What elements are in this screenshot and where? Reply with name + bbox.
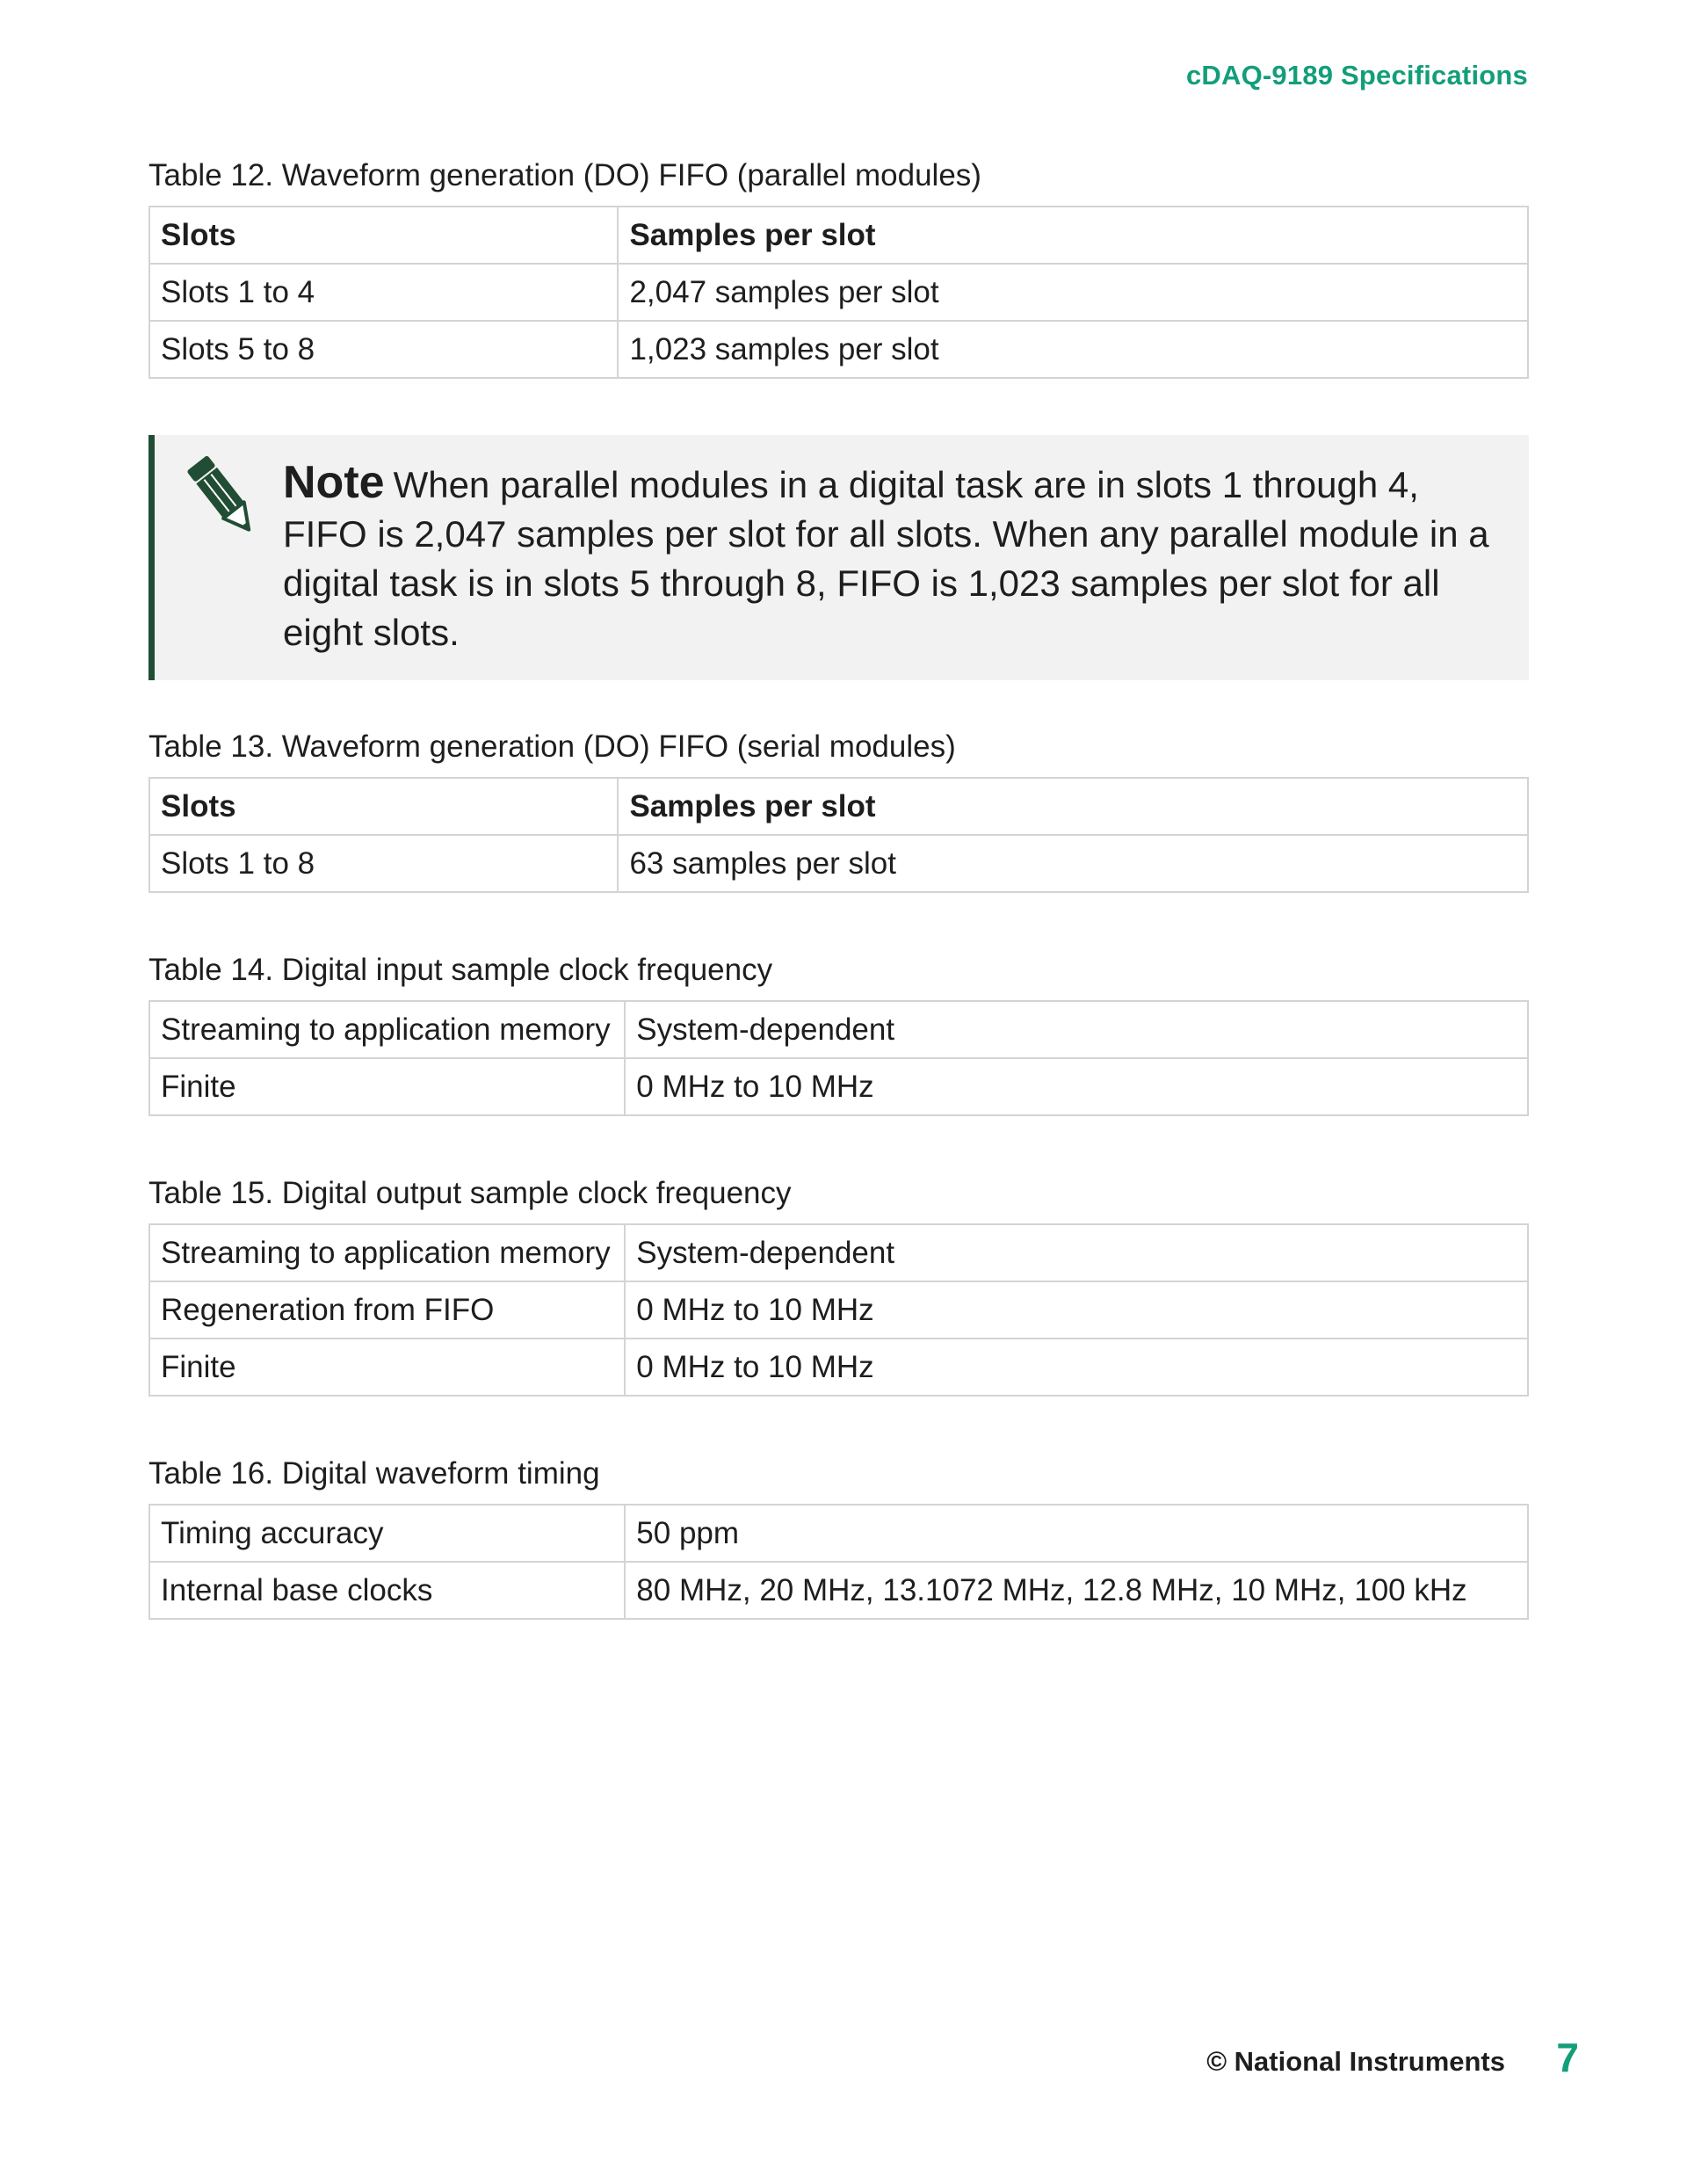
table-row (149, 1001, 1528, 1058)
table-cell: System-dependent (625, 1001, 1528, 1058)
table-row (149, 1281, 1528, 1339)
note-text: When parallel modules in a digital task are in slots 1 through 4, FIFO is 2,047 samples per slot for all slots. When any parallel module in a digital task is in slots 5 through 8, FIFO is 1,023 samples per slot for all eight slots. (283, 464, 1489, 653)
table-row (149, 321, 1528, 378)
table-14 (148, 1000, 1529, 1116)
table-cell: Streaming to application memory (149, 1224, 625, 1281)
table-row (149, 1058, 1528, 1115)
table-row (149, 264, 1528, 321)
note-callout (148, 435, 1529, 680)
table-cell: 1,023 samples per slot (618, 321, 1528, 378)
table-row (149, 835, 1528, 892)
table-row (149, 1224, 1528, 1281)
table-cell: Slots 5 to 8 (149, 321, 618, 378)
table-header-row (149, 207, 1528, 264)
table-row (149, 1505, 1528, 1562)
table-cell: 63 samples per slot (618, 835, 1528, 892)
table-cell: 0 MHz to 10 MHz (625, 1281, 1528, 1339)
table-cell: 0 MHz to 10 MHz (625, 1339, 1528, 1396)
table-cell: 50 ppm (625, 1505, 1528, 1562)
table-14-block (148, 949, 1529, 1116)
table-row (149, 1339, 1528, 1396)
table-16 (148, 1504, 1529, 1620)
table-15-block (148, 1172, 1529, 1397)
table-cell: Finite (149, 1339, 625, 1396)
table-12-block (148, 155, 1529, 379)
table-15-caption: Table 15. Digital output sample clock frequency (148, 1176, 792, 1210)
table-12 (148, 206, 1529, 379)
header-cell-samples: Samples per slot (618, 207, 1528, 264)
table-cell: 80 MHz, 20 MHz, 13.1072 MHz, 12.8 MHz, 10 MHz, 100 kHz (625, 1562, 1528, 1619)
table-16-caption: Table 16. Digital waveform timing (148, 1456, 600, 1491)
header-cell-slots: Slots (149, 207, 618, 264)
table-12-caption: Table 12. Waveform generation (DO) FIFO (parallel modules) (148, 158, 981, 192)
table-header-row (149, 778, 1528, 835)
table-14-caption: Table 14. Digital input sample clock frequency (148, 953, 773, 987)
table-cell: Slots 1 to 4 (149, 264, 618, 321)
page-header-title: cDAQ-9189 Specifications (1185, 60, 1528, 91)
header-cell-samples: Samples per slot (618, 778, 1528, 835)
table-cell: Finite (149, 1058, 625, 1115)
note-title: Note (283, 457, 385, 508)
table-13 (148, 777, 1529, 893)
page-number: 7 (1556, 2035, 1579, 2080)
table-15 (148, 1223, 1529, 1397)
copyright-text: © National Instruments (1206, 2046, 1505, 2077)
header-cell-slots: Slots (149, 778, 618, 835)
page-footer (1206, 2035, 1579, 2080)
table-cell: Timing accuracy (149, 1505, 625, 1562)
table-cell: 2,047 samples per slot (618, 264, 1528, 321)
table-cell: Regeneration from FIFO (149, 1281, 625, 1339)
table-cell: System-dependent (625, 1224, 1528, 1281)
table-13-caption: Table 13. Waveform generation (DO) FIFO (serial modules) (148, 729, 956, 764)
table-13-block (148, 726, 1529, 893)
table-cell: Slots 1 to 8 (149, 835, 618, 892)
page-content (148, 155, 1529, 1676)
table-row (149, 1562, 1528, 1619)
table-cell: Internal base clocks (149, 1562, 625, 1619)
table-cell: Streaming to application memory (149, 1001, 625, 1058)
pencil-icon (174, 447, 271, 544)
table-cell: 0 MHz to 10 MHz (625, 1058, 1528, 1115)
table-16-block (148, 1453, 1529, 1620)
